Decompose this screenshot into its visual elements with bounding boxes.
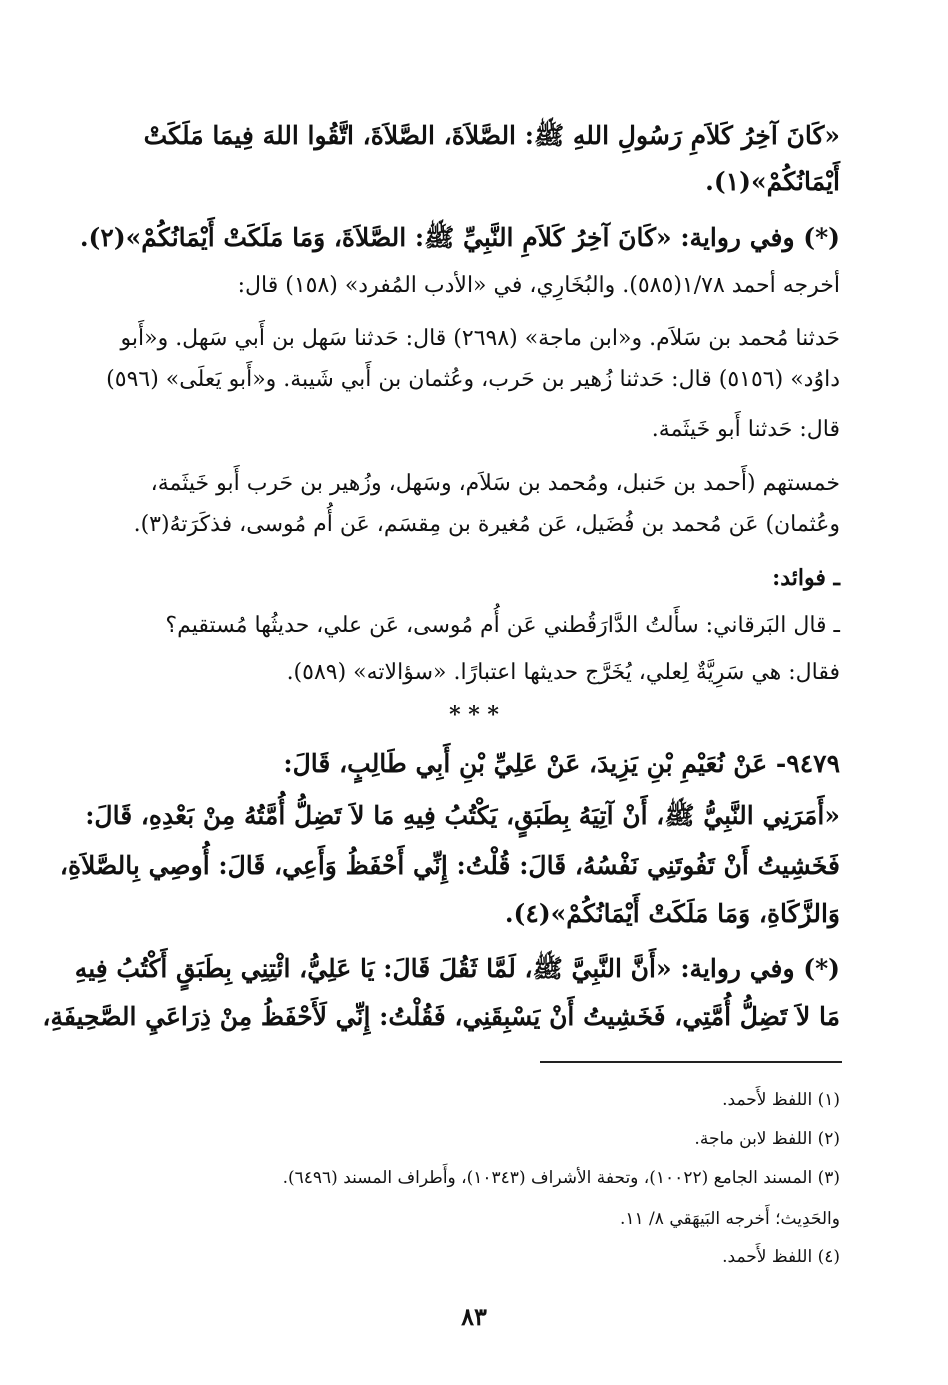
page-number: ٨٣ (461, 1302, 487, 1331)
footnote-3: (٣) المسند الجامع (١٠٠٢٢)، وتحفة الأشراف (١٠٣٤٣)، وأَطراف المسند (٦٤٩٦). (282, 1168, 840, 1188)
text-line-8: خمستهم (أَحمد بن حَنبل، ومُحمد بن سَلاَم، وسَهل، وزُهير بن حَرب أَبو خَيثَمة، (150, 471, 840, 496)
footnote-divider (540, 1061, 842, 1063)
footnote-4: (٤) اللفظ لأَحمد. (722, 1247, 840, 1267)
footnote-3-continuation: والحَدِيث؛ أَخرجه البَيهَقي ٨/ ١١. (619, 1209, 840, 1229)
text-line-17: (*) وفي رواية: «أَنَّ النَّبِيَّ ﷺ، لَمَّا ثَقُلَ قَالَ: يَا عَلِيُّ، ائْتِنِي بِطَبَقٍ أَكْتُبُ فِيهِ (74, 954, 840, 983)
text-line-11: ـ قال البَرقاني: سأَلتُ الدَّارَقُطني عَن أُم مُوسى، عَن علي، حديثُها مُستقيم؟ (165, 613, 840, 638)
text-line-16: وَالزَّكَاةِ، وَمَا مَلَكَتْ أَيْمَانُكُمْ»(٤). (504, 899, 840, 928)
footnote-2: (٢) اللفظ لابن ماجة. (694, 1129, 840, 1149)
text-line-3: (*) وفي رواية: «كَانَ آخِرُ كَلاَمِ النَّبِيِّ ﷺ: الصَّلاَةَ، وَمَا مَلَكَتْ أَيْمَانُكُمْ»(٢). (79, 223, 840, 252)
text-line-4: أخرجه أحمد ١/٧٨(٥٨٥). والبُخَارِي، في «الأدب المُفرد» (١٥٨) قال: (237, 273, 840, 298)
text-line-15: فَخَشِيتُ أَنْ تَفُوتَنِي نَفْسُهُ، قَالَ: قُلْتُ: إِنِّي أَحْفَظُ وَأَعِي، قَالَ: أُوصِي بِالصَّلاَةِ، (59, 851, 840, 880)
text-line-2: أَيْمَانُكُمْ»(١). (705, 167, 840, 196)
text-line-9: وعُثمان) عَن مُحمد بن فُضَيل، عَن مُغيرة بن مِقسَم، عَن أُم مُوسى، فذكَرَتهُ(٣). (133, 512, 840, 537)
section-heading-fawaid: ـ فوائد: (772, 565, 840, 591)
footnote-1: (١) اللفظ لأَحمد. (722, 1090, 840, 1110)
text-line-7: قال: حَدثنا أَبو خَيثَمة. (651, 417, 840, 442)
hadith-heading: ٩٤٧٩- عَنْ نُعَيْمِ بْنِ يَزِيدَ، عَنْ عَلِيِّ بْنِ أَبِي طَالِبٍ، قَالَ: (283, 749, 840, 778)
section-separator: * * * (449, 702, 499, 728)
text-line-14: «أَمَرَنِي النَّبِيُّ ﷺ، أَنْ آتِيَهُ بِطَبَقٍ، يَكْتُبُ فِيهِ مَا لاَ تَضِلُّ أُمَّتُهُ مِنْ بَعْدِهِ، قَالَ: (85, 801, 840, 830)
text-line-12: فقال: هي سَرِيَّةٌ لِعلي، يُخَرَّج حديثها اعتبارًا. «سؤالاته» (٥٨٩). (286, 660, 840, 685)
text-line-1: «كَانَ آخِرُ كَلاَمِ رَسُولِ اللهِ ﷺ: الصَّلاَةَ، الصَّلاَةَ، اتَّقُوا اللهَ فِيمَا مَلَكَتْ (143, 121, 840, 150)
text-line-5: حَدثنا مُحمد بن سَلاَم. و«ابن ماجة» (٢٦٩٨) قال: حَدثنا سَهل بن أَبي سَهل. و«أَبو (120, 326, 840, 351)
text-line-18: مَا لاَ تَضِلُّ أُمَّتِي، فَخَشِيتُ أَنْ يَسْبِقَنِي، فَقُلْتُ: إِنِّي لَأَحْفَظُ مِنْ ذِرَاعَيِ الصَّحِيفَةِ، (42, 1002, 840, 1031)
text-line-6: داوُد» (٥١٥٦) قال: حَدثنا زُهير بن حَرب، وعُثمان بن أَبي شَيبة. و«أَبو يَعلَى» (٥٩٦) (106, 367, 840, 392)
